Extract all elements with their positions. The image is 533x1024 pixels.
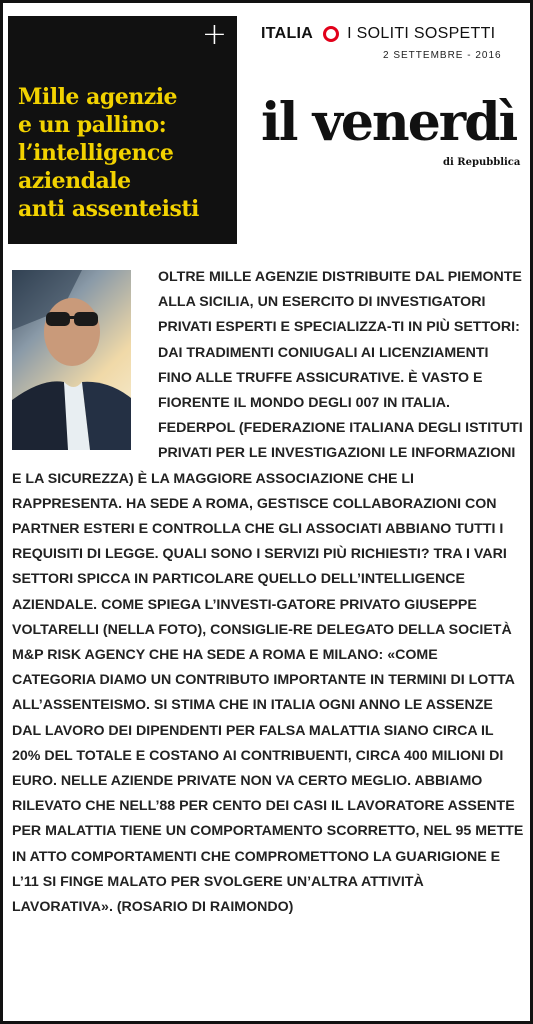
article-body-container	[12, 265, 524, 920]
publication-date: 2 SETTEMBRE - 2016	[383, 50, 502, 61]
red-circle-icon	[323, 26, 339, 42]
plus-icon: +	[201, 17, 227, 52]
section-header	[261, 25, 495, 43]
article-headline: Mille agenzie e un pallino: l’intelligence aziendale anti assenteisti	[18, 84, 199, 222]
photo-space	[12, 265, 158, 465]
title-box	[8, 16, 237, 244]
section-label: ITALIA	[261, 25, 314, 42]
publication-logo-subtitle: di Repubblica	[443, 157, 521, 168]
article-body: OLTRE MILLE AGENZIE DISTRIBUITE DAL PIEMONTE ALLA SICILIA, UN ESERCITO DI INVESTIGATORI PRIVATI ESPERTI E SPECIALIZZA-TI IN PIÙ SETTORI: DAI TRADIMENTI CONIUGALI AI LICENZIAMENTI FINO ALLE TRUFFE ASSICURATIVE. È VASTO E FIORENTE IL MONDO DEGLI 007 IN ITALIA. FEDERPOL (FEDERAZIONE ITALIANA DEGLI ISTITUTI PRIVATI PER LE INVESTIGAZIONI LE INFORMAZIONI E LA SICUREZZA) È LA MAGGIORE ASSOCIAZIONE CHE LI RAPPRESENTA. HA SEDE A ROMA, GESTISCE COLLABORAZIONI CON PARTNER ESTERI E CONTROLLA CHE GLI ASSOCIATI ABBIANO TUTTI I REQUISITI DI LEGGE. QUALI SONO I SERVIZI PIÙ RICHIESTI? TRA I VARI SETTORI SPICCA IN PARTICOLARE QUELLO DELL’INTELLIGENCE AZIENDALE. COME SPIEGA L’INVESTI-GATORE PRIVATO GIUSEPPE VOLTARELLI (NELLA FOTO), CONSIGLIE-RE DELEGATO DELLA SOCIETÀ M&P RISK AGENCY CHE HA SEDE A ROMA E MILANO: «COME CATEGORIA DIAMO UN CONTRIBUTO IMPORTANTE IN TERMINI DI LOTTA ALL’ASSENTEISMO. SI STIMA CHE IN ITALIA OGNI ANNO LE ASSENZE DAL LAVORO DEI DIPENDENTI PER FALSA MALATTIA SIANO CIRCA IL 20% DEL TOTALE E COSTANO AI CONTRIBUENTI, CIRCA 400 MILIONI DI EURO. NELLE AZIENDE PRIVATE NON VA CERTO MEGLIO. ABBIAMO RILEVATO CHE NELL’88 PER CENTO DEI CASI IL LAVORATORE ASSENTE PER MALATTIA TIENE UN COMPORTAMENTO SCORRETTO, NEL 95 METTE IN ATTO COMPORTAMENTI CHE COMPROMETTONO LA GUARIGIONE E L’11 SI FINGE MALATO PER SVOLGERE UN’ALTRA ATTIVITÀ LAVORATIVA». (ROSARIO DI RAIMONDO)	[12, 269, 524, 916]
column-label: I SOLITI SOSPETTI	[347, 25, 496, 42]
publication-logo: il venerdì	[261, 92, 517, 153]
